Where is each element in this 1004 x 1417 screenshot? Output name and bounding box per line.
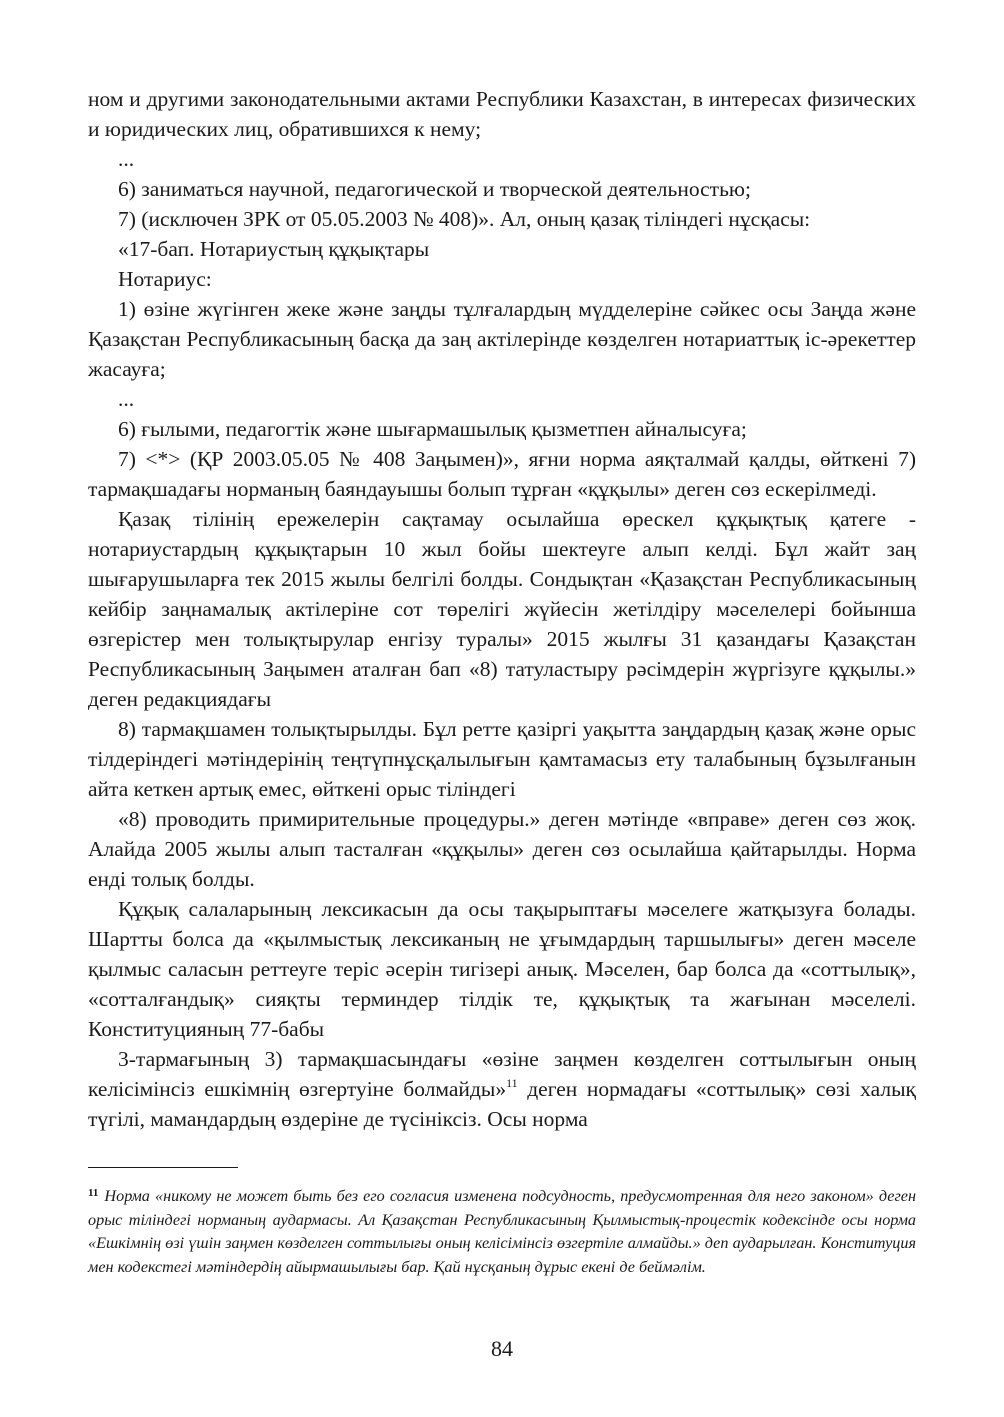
paragraph: 1) өзіне жүгінген жеке және заңды тұлғалардың мүдделеріне сәйкес осы Заңда және Қазақстан Республикасының басқа да заң актілерінде көзделген нотариаттық іс-әрекеттер жасауға;: [88, 297, 916, 381]
paragraph: «17-бап. Нотариустың құқықтары: [118, 237, 430, 261]
paragraph-text-after-ref: деген нормадағы «соттылық» сөзі халық түгілі, мамандардың өздеріне де түсініксіз. Осы норма: [88, 1077, 916, 1131]
paragraph: ...: [118, 387, 135, 411]
paragraph: 7) (исключен ЗРК от 05.05.2003 № 408)». Ал, оның қазақ тіліндегі нұсқасы:: [118, 207, 811, 231]
paragraph: 8) тармақшамен толықтырылды. Бұл ретте қазіргі уақытта заңдардың қазақ және орыс тілдеріндегі мәтіндерінің теңтүпнұсқалылығын қамтамасыз ету талабының бұзылғанын айта кеткен артық емес, өйткені орыс тіліндегі: [88, 717, 916, 801]
footnote-separator: [88, 1167, 238, 1168]
paragraph: Қазақ тілінің ережелерін сақтамау осылайша өрескел құқықтық қатеге - нотариустардың құқықтарын 10 жыл бойы шектеуге алып келді. Бұл жайт заң шығарушыларға тек 2015 жылы белгілі болды. Сондықтан «Қазақстан Республикасының кейбір заңнамалық актілеріне сот төрелігі жүйесін жетілдіру мәселелері бойынша өзгерістер мен толықтырулар енгізу туралы» 2015 жылғы 31 қазандағы Қазақстан Республикасының Заңымен аталған бап «8) татуластыру рәсімдерін жүргізуге құқылы.» деген редакциядағы: [88, 507, 916, 711]
main-body-text: [88, 84, 916, 1134]
paragraph-text-before-ref: 3-тармағының 3) тармақшасындағы «өзіне заңмен көзделген соттылығын оның келісімінсіз ешкімнің өзгертуіне болмайды»: [88, 1047, 916, 1101]
paragraph: «8) проводить примирительные процедуры.» деген мәтінде «вправе» деген сөз жоқ. Алайда 2005 жылы алып тасталған «құқылы» деген сөз осылайша қайтарылды. Норма енді толық болды.: [88, 807, 916, 891]
paragraph: 7) <*> (ҚР 2003.05.05 № 408 Заңымен)», яғни норма аяқталмай қалды, өйткені 7) тармақшадағы норманың баяндауышы болып тұрған «құқылы» деген сөз ескерілмеді.: [88, 447, 916, 501]
footnote-text: Норма «никому не может быть без его согласия изменена подсудность, предусмотренная для него законом» деген орыс тіліндегі норманың аудармасы. Ал Қазақстан Республикасының Қылмыстық-процестік кодексінде осы норма «Ешкімнің өзі үшін заңмен көзделген соттылығы оның келісімінсіз өзгертіле алмайды.» деп аударылған. Конституция мен кодекстегі мәтіндердің айырмашылығы бар. Қай нұсқаның дұрыс екені де беймәлім.: [88, 1187, 916, 1276]
paragraph: 6) ғылыми, педагогтік және шығармашылық қызметпен айналысуға;: [118, 417, 747, 441]
paragraph: ...: [118, 147, 135, 171]
paragraph: 6) заниматься научной, педагогической и творческой деятельностью;: [118, 177, 751, 201]
paragraph-with-footnote-ref: [88, 1044, 916, 1134]
paragraph: Құқық салаларының лексикасын да осы тақырыптағы мәселеге жатқызуға болады. Шартты болса да «қылмыстық лексиканың не ұғымдардың таршылығы» деген мәселе қылмыс саласын реттеуге теріс әсерін тигізері анық. Мәселен, бар болса да «соттылық», «сотталғандық» сияқты терминдер тілдік те, құқықтық та жағынан мәселелі. Конституцияның 77-бабы: [88, 897, 916, 1041]
paragraph: Нотариус:: [118, 267, 212, 291]
footnote-number: 11: [88, 1187, 99, 1199]
paragraph: ном и другими законодательными актами Республики Казахстан, в интересах физических и юридических лиц, обратившихся к нему;: [88, 87, 916, 141]
page-number: 84: [491, 1336, 513, 1361]
footnote-reference[interactable]: 11: [506, 1076, 518, 1090]
footnote: [88, 1182, 916, 1279]
